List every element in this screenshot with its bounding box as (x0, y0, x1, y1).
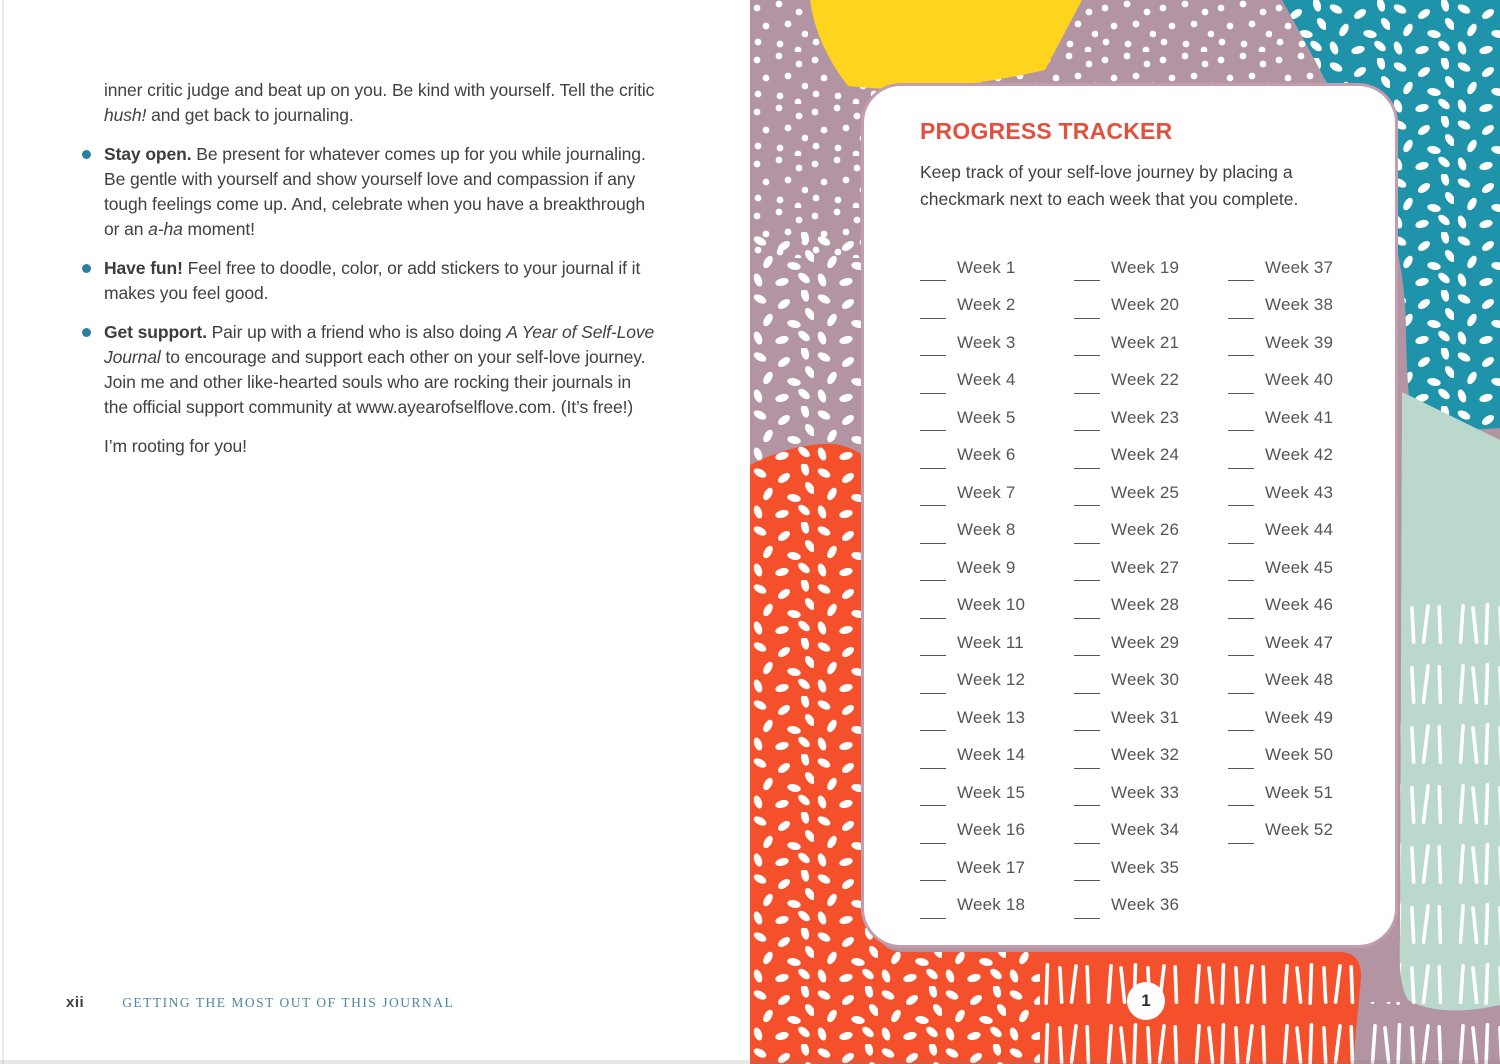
week-row (920, 887, 1074, 925)
tip-text-end: to encourage and support each other on your self-love journey. Join me and other like-hearted souls who are rocking their journals in the official support community at www.ayearofselflove.com. (It’s free!) (104, 347, 646, 417)
week-checkmark-blank[interactable] (1228, 452, 1254, 469)
week-row (1074, 287, 1228, 325)
week-row (920, 249, 1074, 287)
folio-circle (1127, 982, 1165, 1020)
week-checkmark-blank[interactable] (1228, 264, 1254, 281)
week-label: Week 20 (1111, 295, 1180, 315)
week-row (1074, 849, 1228, 887)
tip-stay-open (104, 142, 656, 242)
week-label: Week 42 (1265, 445, 1334, 465)
intro-text-end: and get back to journaling. (146, 105, 354, 125)
week-checkmark-blank[interactable] (920, 414, 946, 431)
page-number: 1 (1141, 991, 1151, 1010)
week-label: Week 49 (1265, 707, 1334, 727)
week-row (1228, 287, 1333, 325)
week-checkmark-blank[interactable] (1228, 639, 1254, 656)
week-checkmark-blank[interactable] (920, 827, 946, 844)
week-row (920, 324, 1074, 362)
week-checkmark-blank[interactable] (1228, 527, 1254, 544)
week-label: Week 1 (957, 257, 1016, 277)
week-checkmark-blank[interactable] (920, 377, 946, 394)
week-label: Week 29 (1111, 632, 1180, 652)
left-page-footer (66, 994, 454, 1011)
week-checkmark-blank[interactable] (1228, 564, 1254, 581)
week-row (920, 549, 1074, 587)
week-checkmark-blank[interactable] (920, 639, 946, 656)
week-checkmark-blank[interactable] (920, 902, 946, 919)
week-checkmark-blank[interactable] (1074, 377, 1100, 394)
week-checkmark-blank[interactable] (1228, 752, 1254, 769)
week-label: Week 28 (1111, 595, 1180, 615)
week-row (920, 737, 1074, 775)
week-checkmark-blank[interactable] (920, 452, 946, 469)
week-row (1074, 362, 1228, 400)
tip-lead: Stay open. (104, 144, 192, 164)
week-label: Week 16 (957, 820, 1026, 840)
tip-italic-text: a-ha (148, 219, 183, 239)
week-row (1228, 474, 1333, 512)
week-row (1228, 624, 1333, 662)
intro-paragraph (104, 78, 656, 128)
week-label: Week 9 (957, 557, 1016, 577)
week-label: Week 30 (1111, 670, 1180, 690)
week-checkmark-blank[interactable] (920, 752, 946, 769)
week-label: Week 38 (1265, 295, 1334, 315)
week-label: Week 19 (1111, 257, 1180, 277)
week-row (920, 474, 1074, 512)
week-label: Week 32 (1111, 745, 1180, 765)
week-label: Week 46 (1265, 595, 1334, 615)
week-label: Week 15 (957, 782, 1026, 802)
tip-text-end: moment! (182, 219, 255, 239)
week-row (920, 662, 1074, 700)
week-label: Week 4 (957, 370, 1016, 390)
right-page (750, 0, 1500, 1064)
week-label: Week 10 (957, 595, 1026, 615)
week-label: Week 47 (1265, 632, 1334, 652)
tracker-title: PROGRESS TRACKER (920, 118, 1173, 144)
week-label: Week 35 (1111, 857, 1180, 877)
week-label: Week 33 (1111, 782, 1180, 802)
bullet-icon (82, 328, 91, 337)
page-edge (2, 0, 4, 1064)
week-row (1074, 774, 1228, 812)
week-row (1074, 249, 1228, 287)
week-label: Week 51 (1265, 782, 1334, 802)
tip-text: Be present for whatever comes up for you while journaling. Be gentle with yourself and show yourself love and compassion if any tough feelings come up. And, celebrate when you have a breakthrough or an (104, 144, 646, 239)
week-row (1074, 624, 1228, 662)
journal-tips-list (104, 142, 656, 420)
week-label: Week 22 (1111, 370, 1180, 390)
week-row (1074, 887, 1228, 925)
week-checkmark-blank[interactable] (1074, 789, 1100, 806)
week-checkmark-blank[interactable] (1074, 639, 1100, 656)
week-label: Week 5 (957, 407, 1016, 427)
week-row (1074, 324, 1228, 362)
week-checkmark-blank[interactable] (920, 339, 946, 356)
week-checkmark-blank[interactable] (920, 489, 946, 506)
progress-tracker-card (861, 83, 1398, 948)
week-checkmark-blank[interactable] (1074, 714, 1100, 731)
week-row (1228, 549, 1333, 587)
week-checkmark-blank[interactable] (1074, 414, 1100, 431)
white-ovals-left-strip (750, 230, 868, 480)
week-row (1228, 399, 1333, 437)
week-row (920, 812, 1074, 850)
bullet-icon (82, 150, 91, 159)
tip-have-fun (104, 256, 656, 306)
week-checkmark-blank[interactable] (920, 564, 946, 581)
week-row (920, 512, 1074, 550)
week-label: Week 18 (957, 895, 1026, 915)
week-label: Week 17 (957, 857, 1026, 877)
week-row (1228, 699, 1333, 737)
closing-line: I’m rooting for you! (104, 436, 247, 456)
week-row (1074, 512, 1228, 550)
week-label: Week 7 (957, 482, 1016, 502)
week-label: Week 39 (1265, 332, 1334, 352)
week-checkmark-blank[interactable] (1074, 902, 1100, 919)
mauve-dashes-corner (1345, 1002, 1500, 1064)
week-checkmark-blank[interactable] (1074, 489, 1100, 506)
week-checkmark-blank[interactable] (920, 677, 946, 694)
week-label: Week 37 (1265, 257, 1334, 277)
tip-text: Pair up with a friend who is also doing (206, 322, 507, 342)
week-row (920, 437, 1074, 475)
week-row (1228, 324, 1333, 362)
tip-get-support (104, 320, 656, 420)
week-checkmark-blank[interactable] (1074, 602, 1100, 619)
week-row (920, 699, 1074, 737)
week-row (1228, 774, 1333, 812)
bullet-icon (82, 264, 91, 273)
week-label: Week 6 (957, 445, 1016, 465)
intro-text: inner critic judge and beat up on you. Be kind with yourself. Tell the critic (104, 80, 655, 100)
week-row (1228, 437, 1333, 475)
week-label: Week 11 (957, 632, 1024, 652)
week-row (920, 399, 1074, 437)
week-checkmark-blank[interactable] (1074, 264, 1100, 281)
week-label: Week 48 (1265, 670, 1334, 690)
week-checkmark-blank[interactable] (1074, 564, 1100, 581)
week-checkmark-blank[interactable] (920, 602, 946, 619)
week-row (1074, 399, 1228, 437)
week-row (1228, 362, 1333, 400)
tip-lead: Get support. (104, 322, 207, 342)
week-checkmark-blank[interactable] (1074, 677, 1100, 694)
week-label: Week 27 (1111, 557, 1180, 577)
week-label: Week 12 (957, 670, 1026, 690)
week-checkmark-blank[interactable] (1228, 489, 1254, 506)
week-row (1074, 662, 1228, 700)
week-row (1228, 812, 1333, 850)
week-checkmark-blank[interactable] (920, 302, 946, 319)
week-row (920, 587, 1074, 625)
week-label: Week 36 (1111, 895, 1180, 915)
week-checkmark-blank[interactable] (1074, 302, 1100, 319)
week-checkmark-blank[interactable] (1228, 602, 1254, 619)
week-label: Week 26 (1111, 520, 1180, 540)
week-row (920, 849, 1074, 887)
week-checkmark-blank[interactable] (1074, 527, 1100, 544)
week-label: Week 43 (1265, 482, 1334, 502)
week-checkmark-blank[interactable] (1228, 377, 1254, 394)
page-number: xii (66, 994, 85, 1011)
week-label: Week 44 (1265, 520, 1334, 540)
week-label: Week 14 (957, 745, 1026, 765)
week-label: Week 3 (957, 332, 1016, 352)
week-row (1228, 662, 1333, 700)
week-checkmark-blank[interactable] (1228, 302, 1254, 319)
week-column (920, 249, 1074, 924)
page-edge (0, 1060, 1500, 1064)
week-checklist (920, 249, 1359, 924)
week-row (1228, 249, 1333, 287)
tip-italic-text: A Year of Self-Love Journal (104, 322, 655, 367)
week-label: Week 45 (1265, 557, 1334, 577)
week-column (1228, 249, 1333, 924)
week-checkmark-blank[interactable] (1228, 827, 1254, 844)
week-checkmark-blank[interactable] (1228, 339, 1254, 356)
week-label: Week 25 (1111, 482, 1180, 502)
week-checkmark-blank[interactable] (1228, 789, 1254, 806)
tip-lead: Have fun! (104, 258, 183, 278)
week-row (1074, 587, 1228, 625)
tracker-subtitle: Keep track of your self-love journey by placing a checkmark next to each week that you complete. (920, 162, 1299, 209)
week-row (1074, 737, 1228, 775)
week-checkmark-blank[interactable] (920, 789, 946, 806)
week-column (1074, 249, 1228, 924)
week-label: Week 41 (1265, 407, 1334, 427)
week-row (920, 287, 1074, 325)
week-checkmark-blank[interactable] (1074, 827, 1100, 844)
week-checkmark-blank[interactable] (920, 864, 946, 881)
week-checkmark-blank[interactable] (920, 527, 946, 544)
intro-italic-text: hush! (104, 105, 147, 125)
week-row (920, 624, 1074, 662)
week-label: Week 24 (1111, 445, 1180, 465)
week-checkmark-blank[interactable] (920, 714, 946, 731)
week-checkmark-blank[interactable] (1074, 864, 1100, 881)
week-row (1074, 474, 1228, 512)
week-row (1228, 737, 1333, 775)
week-row (1228, 512, 1333, 550)
week-label: Week 34 (1111, 820, 1180, 840)
week-label: Week 31 (1111, 707, 1180, 727)
week-row (1074, 812, 1228, 850)
week-label: Week 52 (1265, 820, 1334, 840)
week-row (1074, 699, 1228, 737)
week-label: Week 2 (957, 295, 1016, 315)
week-checkmark-blank[interactable] (1228, 414, 1254, 431)
week-label: Week 40 (1265, 370, 1334, 390)
week-row (1074, 549, 1228, 587)
week-label: Week 23 (1111, 407, 1180, 427)
week-label: Week 21 (1111, 332, 1180, 352)
week-row (920, 774, 1074, 812)
week-label: Week 50 (1265, 745, 1334, 765)
week-checkmark-blank[interactable] (1074, 339, 1100, 356)
week-row (1228, 587, 1333, 625)
week-checkmark-blank[interactable] (1228, 677, 1254, 694)
week-row (920, 362, 1074, 400)
week-checkmark-blank[interactable] (1228, 714, 1254, 731)
week-checkmark-blank[interactable] (1074, 752, 1100, 769)
week-checkmark-blank[interactable] (920, 264, 946, 281)
left-page-text (104, 78, 656, 473)
week-label: Week 8 (957, 520, 1016, 540)
week-row (1074, 437, 1228, 475)
week-checkmark-blank[interactable] (1074, 452, 1100, 469)
week-label: Week 13 (957, 707, 1026, 727)
tip-text: Feel free to doodle, color, or add stickers to your journal if it makes you feel good. (104, 258, 641, 303)
running-title: GETTING THE MOST OUT OF THIS JOURNAL (122, 995, 455, 1010)
